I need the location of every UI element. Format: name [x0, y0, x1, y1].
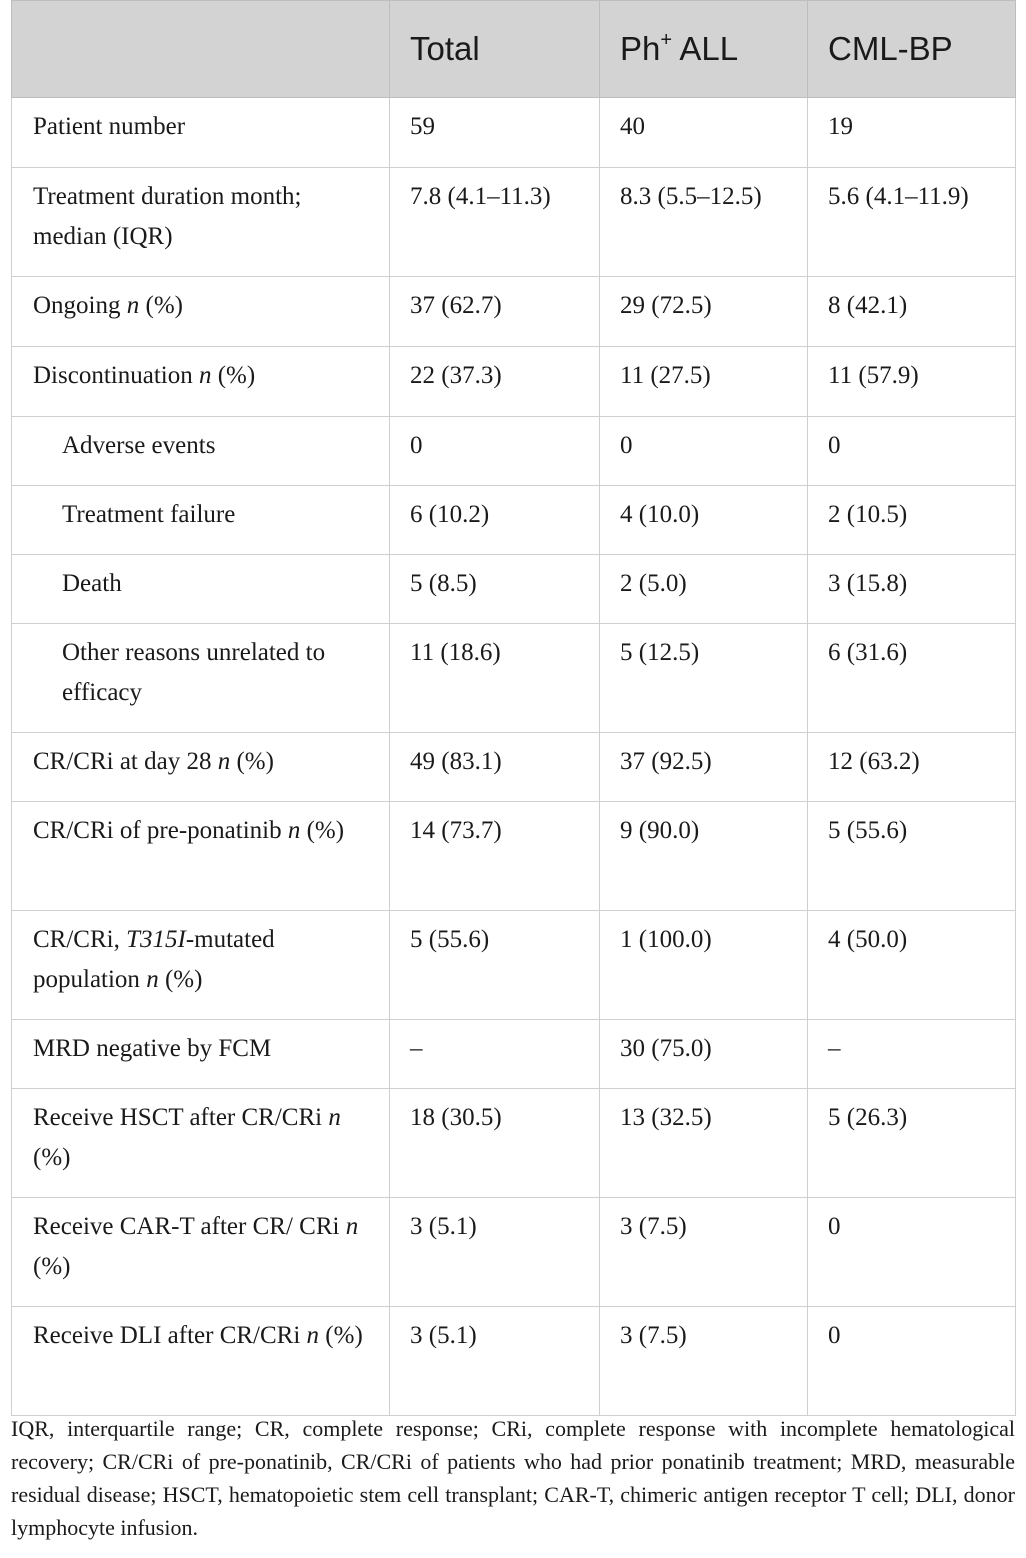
row-label: Patient number: [12, 98, 390, 168]
label-text: (%): [33, 1253, 71, 1280]
label-text: (%): [158, 966, 203, 993]
label-text: (%): [300, 817, 345, 844]
cell-cml-bp: 19: [808, 98, 1016, 168]
label-italic: n: [146, 966, 159, 993]
table-row: [12, 1020, 1016, 1089]
cell-ph-all: 29 (72.5): [600, 277, 808, 347]
header-ph-all: [600, 1, 808, 98]
label-text: (%): [230, 748, 274, 775]
results-table: [11, 0, 1016, 1416]
cell-ph-all: 11 (27.5): [600, 347, 808, 417]
cell-cml-bp: 2 (10.5): [808, 486, 1016, 555]
table-row: [12, 1089, 1016, 1198]
row-label: [12, 1089, 390, 1198]
label-text: Receive HSCT after CR/CRi: [33, 1104, 329, 1131]
row-label: [12, 802, 390, 911]
cell-ph-all: 5 (12.5): [600, 624, 808, 733]
row-label: [12, 911, 390, 1020]
label-text: Receive CAR-T after CR/ CRi: [33, 1213, 346, 1240]
table-row: [12, 733, 1016, 802]
table-row: [12, 624, 1016, 733]
label-italic: n: [328, 1104, 341, 1131]
cell-total: 0: [390, 417, 600, 486]
cell-cml-bp: 4 (50.0): [808, 911, 1016, 1020]
row-label: [12, 1198, 390, 1307]
cell-total: 49 (83.1): [390, 733, 600, 802]
table-row: [12, 555, 1016, 624]
cell-ph-all: 3 (7.5): [600, 1307, 808, 1416]
label-text: Ongoing: [33, 292, 127, 319]
row-label: Death: [12, 555, 390, 624]
cell-ph-all: 13 (32.5): [600, 1089, 808, 1198]
table-row: [12, 347, 1016, 417]
cell-total: 5 (8.5): [390, 555, 600, 624]
cell-cml-bp: 0: [808, 1198, 1016, 1307]
table-row: [12, 417, 1016, 486]
cell-total: 3 (5.1): [390, 1307, 600, 1416]
cell-ph-all: 40: [600, 98, 808, 168]
table-row: [12, 802, 1016, 911]
cell-ph-all: 1 (100.0): [600, 911, 808, 1020]
table-row: [12, 486, 1016, 555]
row-label: Treatment duration month; median (IQR): [12, 168, 390, 277]
header-label-cell: [12, 1, 390, 98]
cell-cml-bp: 12 (63.2): [808, 733, 1016, 802]
cell-ph-all: 8.3 (5.5–12.5): [600, 168, 808, 277]
cell-total: 59: [390, 98, 600, 168]
header-ph-rest: ALL: [672, 30, 739, 67]
header-cml-bp: CML-BP: [808, 1, 1016, 98]
cell-total: 7.8 (4.1–11.3): [390, 168, 600, 277]
cell-total: 6 (10.2): [390, 486, 600, 555]
cell-total: –: [390, 1020, 600, 1089]
label-italic: n: [287, 817, 301, 844]
row-label: Treatment failure: [12, 486, 390, 555]
label-text: Discontinuation: [33, 362, 199, 389]
cell-cml-bp: 5 (55.6): [808, 802, 1016, 911]
cell-ph-all: 37 (92.5): [600, 733, 808, 802]
label-text: CR/CRi,: [33, 926, 127, 953]
row-label: Adverse events: [12, 417, 390, 486]
cell-cml-bp: 11 (57.9): [808, 347, 1016, 417]
label-text: Receive DLI after CR/CRi: [33, 1322, 307, 1349]
table-row: [12, 1198, 1016, 1307]
header-ph-superscript: +: [660, 29, 673, 51]
cell-ph-all: 3 (7.5): [600, 1198, 808, 1307]
cell-total: 18 (30.5): [390, 1089, 600, 1198]
header-row: [12, 1, 1016, 98]
cell-total: 14 (73.7): [390, 802, 600, 911]
row-label: [12, 1307, 390, 1416]
cell-cml-bp: 0: [808, 1307, 1016, 1416]
row-label: [12, 347, 390, 417]
label-text: -mutated population: [33, 926, 275, 993]
cell-cml-bp: 6 (31.6): [808, 624, 1016, 733]
cell-total: 5 (55.6): [390, 911, 600, 1020]
row-label: Other reasons unrelated to efficacy: [12, 624, 390, 733]
cell-ph-all: 9 (90.0): [600, 802, 808, 911]
cell-cml-bp: 8 (42.1): [808, 277, 1016, 347]
label-text: (%): [319, 1322, 363, 1349]
cell-total: 22 (37.3): [390, 347, 600, 417]
label-italic: n: [306, 1322, 320, 1349]
label-text: (%): [139, 292, 183, 319]
table-row: [12, 911, 1016, 1020]
header-total: Total: [390, 1, 600, 98]
label-text: CR/CRi of pre-ponatinib: [33, 817, 288, 844]
row-label: [12, 277, 390, 347]
cell-total: 11 (18.6): [390, 624, 600, 733]
label-text: CR/CRi at day 28: [33, 748, 218, 775]
table-row: [12, 168, 1016, 277]
row-label: MRD negative by FCM: [12, 1020, 390, 1089]
cell-cml-bp: 5.6 (4.1–11.9): [808, 168, 1016, 277]
label-text: (%): [211, 362, 256, 389]
cell-cml-bp: –: [808, 1020, 1016, 1089]
table-row: [12, 98, 1016, 168]
label-text: (%): [33, 1144, 71, 1171]
label-italic: n: [126, 292, 140, 319]
cell-ph-all: 0: [600, 417, 808, 486]
cell-ph-all: 2 (5.0): [600, 555, 808, 624]
table-footnote: IQR, interquartile range; CR, complete response; CRi, complete response with incomplete hematological recovery; CR/CRi of pre-ponatinib, CR/CRi of patients who had prior ponatinib treatment; MRD, measurable residual disease; HSCT, hematopoietic stem cell transplant; CAR-T, chimeric antigen receptor T cell; DLI, donor lymphocyte infusion.: [11, 1416, 1015, 1540]
label-italic: n: [217, 748, 231, 775]
cell-cml-bp: 5 (26.3): [808, 1089, 1016, 1198]
cell-ph-all: 4 (10.0): [600, 486, 808, 555]
cell-total: 37 (62.7): [390, 277, 600, 347]
cell-cml-bp: 0: [808, 417, 1016, 486]
cell-total: 3 (5.1): [390, 1198, 600, 1307]
cell-cml-bp: 3 (15.8): [808, 555, 1016, 624]
table-row: [12, 277, 1016, 347]
label-italic: n: [198, 362, 212, 389]
header-ph-main: Ph: [620, 30, 661, 67]
row-label: [12, 733, 390, 802]
cell-ph-all: 30 (75.0): [600, 1020, 808, 1089]
label-italic: n: [345, 1213, 359, 1240]
label-italic: T315I: [126, 926, 186, 953]
table-row: [12, 1307, 1016, 1416]
results-table-container: [11, 0, 1015, 1416]
